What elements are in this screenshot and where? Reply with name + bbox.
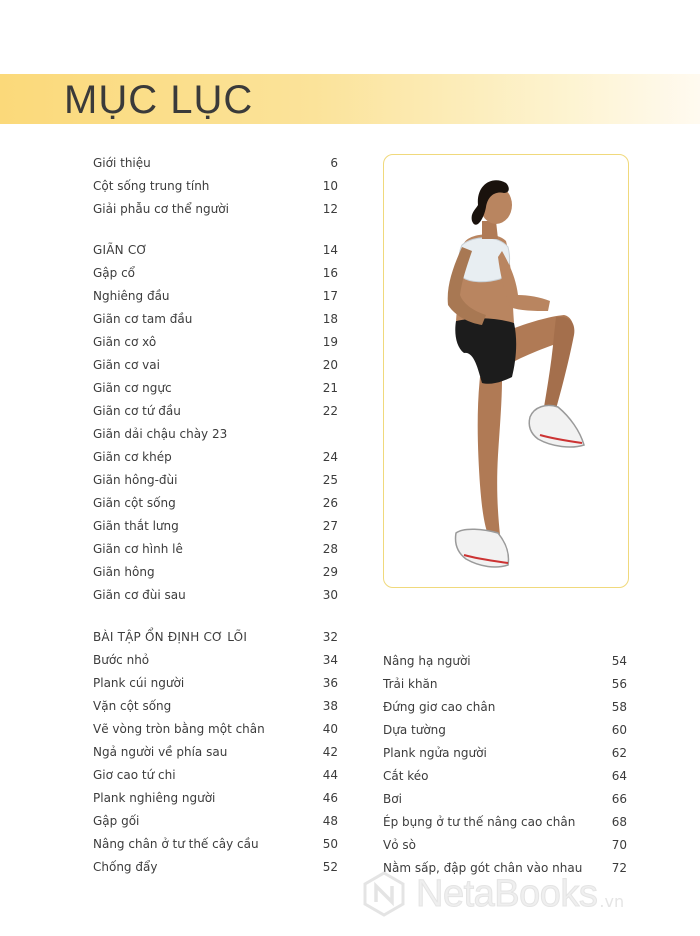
exercise-photo	[383, 154, 629, 588]
toc-entry-title: GIÃN CƠ	[93, 243, 148, 257]
toc-entry	[93, 765, 338, 785]
toc-page-number: 24	[322, 450, 338, 464]
toc-entry-title: Trải khăn	[383, 677, 438, 691]
toc-entry	[93, 424, 338, 444]
toc-entry-title: Bơi	[383, 792, 402, 806]
toc-page-number: 56	[611, 677, 627, 691]
toc-entry	[383, 835, 627, 855]
toc-entry-title: BÀI TẬP ỔN ĐỊNH CƠ LÕI	[93, 630, 248, 644]
toc-entry	[93, 447, 338, 467]
toc-entry	[93, 286, 338, 306]
toc-page-number: 25	[322, 473, 338, 487]
toc-entry	[93, 470, 338, 490]
toc-page-number: 62	[611, 746, 627, 760]
toc-entry-title: Giãn cơ vai	[93, 358, 160, 372]
toc-page-number: 52	[322, 860, 338, 874]
toc-entry	[383, 766, 627, 786]
woman-high-knee-illustration	[384, 155, 628, 587]
toc-page-number: 70	[611, 838, 627, 852]
toc-page-number: 30	[322, 588, 338, 602]
toc-entry-title: Gập cổ	[93, 266, 136, 280]
toc-entry	[93, 332, 338, 352]
toc-entry	[383, 789, 627, 809]
toc-entry	[93, 834, 338, 854]
toc-entry-title: Giãn hông	[93, 565, 155, 579]
toc-page-number: 32	[322, 630, 338, 644]
toc-entry	[93, 585, 338, 605]
toc-entry-title: Giãn cơ xô	[93, 335, 157, 349]
toc-page-number: 72	[611, 861, 627, 875]
toc-entry-title: Vẽ vòng tròn bằng một chân	[93, 722, 265, 736]
toc-page-number: 28	[322, 542, 338, 556]
toc-entry	[93, 378, 338, 398]
toc-page-number: 68	[611, 815, 627, 829]
toc-entry	[93, 516, 338, 536]
toc-entry-title: Giãn cơ đùi sau	[93, 588, 186, 602]
toc-page-number: 60	[611, 723, 627, 737]
toc-entry-title: Cột sống trung tính	[93, 179, 210, 193]
toc-entry	[93, 199, 338, 219]
toc-entry-title: Giơ cao tứ chi	[93, 768, 176, 782]
toc-entry-title: Ngả người về phía sau	[93, 745, 228, 759]
toc-entry	[93, 696, 338, 716]
toc-page-number: 29	[322, 565, 338, 579]
toc-entry-title: Giãn dải chậu chày 23	[93, 427, 228, 441]
toc-entry	[93, 153, 338, 173]
toc-page-number: 27	[322, 519, 338, 533]
toc-entry-title: Plank cúi người	[93, 676, 185, 690]
watermark-suffix: .vn	[599, 891, 625, 911]
toc-entry	[93, 811, 338, 831]
toc-entry	[93, 493, 338, 513]
toc-page-number: 58	[611, 700, 627, 714]
toc-entry-title: Plank ngửa người	[383, 746, 487, 760]
toc-entry-title: Nằm sấp, đập gót chân vào nhau	[383, 861, 583, 875]
toc-entry-title: Giãn cột sống	[93, 496, 176, 510]
toc-page-number: 6	[330, 156, 338, 170]
toc-page-number: 21	[322, 381, 338, 395]
toc-entry	[93, 788, 338, 808]
toc-page-number: 16	[322, 266, 338, 280]
toc-entry-title: Bước nhỏ	[93, 653, 150, 667]
watermark-text: NetaBooks	[416, 872, 598, 915]
toc-entry	[383, 697, 627, 717]
toc-page-number: 64	[611, 769, 627, 783]
toc-entry	[93, 263, 338, 283]
toc-page-number: 19	[322, 335, 338, 349]
toc-entry-title: Giãn thắt lưng	[93, 519, 179, 533]
toc-entry-title: Giãn cơ tam đầu	[93, 312, 193, 326]
toc-entry-title: Giải phẫu cơ thể người	[93, 202, 229, 216]
toc-page-number: 14	[322, 243, 338, 257]
toc-page-number: 18	[322, 312, 338, 326]
toc-entry	[93, 857, 338, 877]
toc-entry	[93, 355, 338, 375]
toc-entry-title: Vỏ sò	[383, 838, 416, 852]
toc-entry-title: Giới thiệu	[93, 156, 151, 170]
toc-page-number: 44	[322, 768, 338, 782]
toc-section-heading	[93, 240, 338, 260]
netabooks-watermark	[360, 862, 690, 926]
toc-page-number: 10	[322, 179, 338, 193]
toc-entry-title: Nâng hạ người	[383, 654, 471, 668]
toc-page-number: 66	[611, 792, 627, 806]
toc-entry-title: Ép bụng ở tư thế nâng cao chân	[383, 815, 576, 829]
toc-entry-title: Giãn cơ hình lê	[93, 542, 183, 556]
toc-page-number: 40	[322, 722, 338, 736]
toc-page-number: 12	[322, 202, 338, 216]
toc-entry	[93, 650, 338, 670]
toc-page-number: 54	[611, 654, 627, 668]
toc-entry	[383, 812, 627, 832]
toc-entry-title: Gập gối	[93, 814, 140, 828]
toc-page-number: 36	[322, 676, 338, 690]
toc-entry	[93, 176, 338, 196]
toc-entry	[93, 539, 338, 559]
toc-page-number: 26	[322, 496, 338, 510]
toc-entry	[383, 651, 627, 671]
toc-entry	[93, 742, 338, 762]
toc-entry-title: Giãn cơ tứ đầu	[93, 404, 181, 418]
netabooks-logo-icon	[360, 870, 408, 918]
toc-entry-title: Chống đẩy	[93, 860, 158, 874]
toc-entry	[93, 401, 338, 421]
toc-entry-title: Nghiêng đầu	[93, 289, 170, 303]
toc-page-number: 20	[322, 358, 338, 372]
toc-page-number: 42	[322, 745, 338, 759]
toc-entry-title: Dựa tường	[383, 723, 446, 737]
toc-entry-title: Vặn cột sống	[93, 699, 172, 713]
toc-entry	[93, 719, 338, 739]
toc-entry-title: Plank nghiêng người	[93, 791, 216, 805]
toc-entry-title: Nâng chân ở tư thế cây cầu	[93, 837, 259, 851]
toc-page-number: 46	[322, 791, 338, 805]
toc-section-heading	[93, 627, 338, 647]
toc-entry	[93, 562, 338, 582]
toc-page-number: 48	[322, 814, 338, 828]
toc-entry	[383, 674, 627, 694]
page-title: MỤC LỤC	[64, 78, 254, 122]
toc-entry	[93, 673, 338, 693]
toc-page-number: 38	[322, 699, 338, 713]
toc-entry-title: Đứng giơ cao chân	[383, 700, 496, 714]
toc-page-number: 17	[322, 289, 338, 303]
toc-entry	[383, 743, 627, 763]
toc-page-number: 22	[322, 404, 338, 418]
toc-entry-title: Giãn cơ khép	[93, 450, 172, 464]
toc-entry	[93, 309, 338, 329]
toc-page-number: 50	[322, 837, 338, 851]
toc-entry	[383, 720, 627, 740]
toc-entry-title: Cắt kéo	[383, 769, 429, 783]
toc-entry-title: Giãn cơ ngực	[93, 381, 172, 395]
toc-entry-title: Giãn hông-đùi	[93, 473, 178, 487]
toc-page-number: 34	[322, 653, 338, 667]
